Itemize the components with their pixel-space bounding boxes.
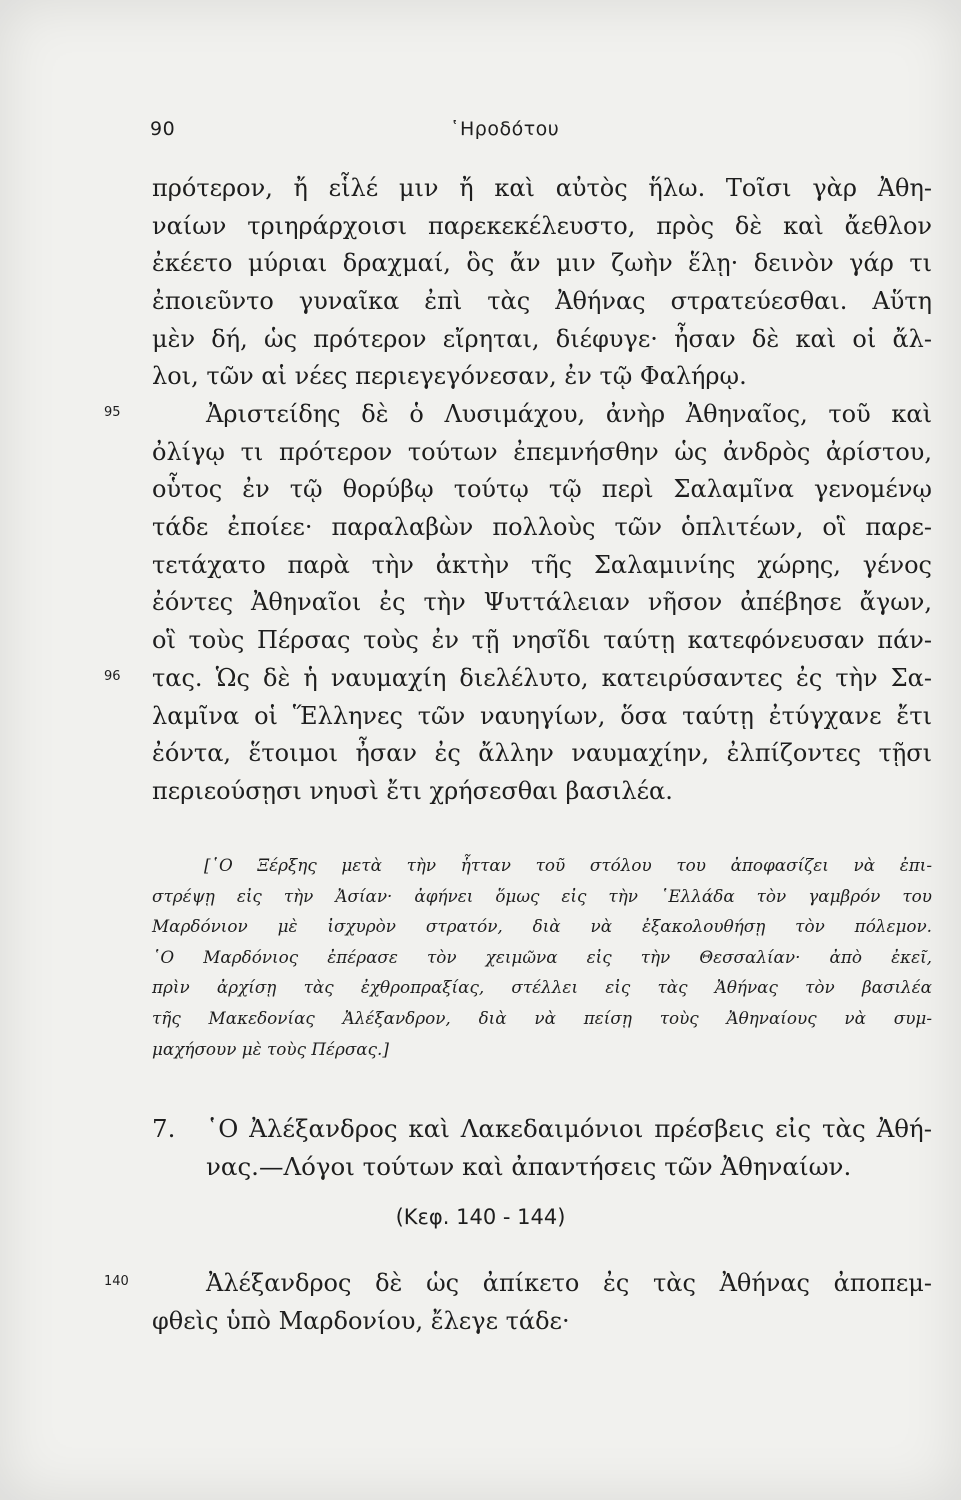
heading-text: ῾Ο Ἀλέξανδρος καὶ Λακεδαιμόνιοι πρέσβεις εἰς τὰς Ἀθή- bbox=[206, 1114, 932, 1143]
section-heading bbox=[152, 1110, 932, 1186]
text-line-content: τας. Ὡς δὲ ἡ ναυμαχίη διελέλυτο, κατειρύσαντες ἐς τὴν Σα- bbox=[152, 663, 932, 692]
note-line: Μαρδόνιον μὲ ἰσχυρὸν στρατόν, διὰ νὰ ἐξακολουθήσῃ τὸν πόλεμον. bbox=[152, 916, 932, 937]
chapter-reference: (Κεφ. 140 - 144) bbox=[395, 1205, 566, 1229]
margin-line-number: 96 bbox=[104, 668, 121, 684]
note-line: πρὶν ἀρχίσῃ τὰς ἐχθροπραξίας, στέλλει εἰς τὰς Ἀθήνας τὸν βασιλέα bbox=[152, 977, 932, 998]
heading-line bbox=[152, 1110, 932, 1148]
note-line: ῾Ο Μαρδόνιος ἐπέρασε τὸν χειμῶνα εἰς τὴν Θεσσαλίαν· ἀπὸ ἐκεῖ, bbox=[152, 946, 932, 967]
text-line: τάδε ἐποίεε· παραλαβὼν πολλοὺς τῶν ὁπλιτέων, οἳ παρε- bbox=[152, 513, 932, 542]
text-line: ἐκέετο μύριαι δραχμαί, ὃς ἄν μιν ζωὴν ἕλῃ· δεινὸν γάρ τι bbox=[152, 249, 932, 278]
text-line bbox=[104, 396, 932, 434]
note-line: [῾Ο Ξέρξης μετὰ τὴν ἧτταν τοῦ στόλου του ἀποφασίζει νὰ ἐπι- bbox=[204, 855, 932, 875]
note-line: μαχήσουν μὲ τοὺς Πέρσας.] bbox=[152, 1038, 389, 1059]
heading-line: νας.—Λόγοι τούτων καὶ ἀπαντήσεις τῶν Ἀθηναίων. bbox=[206, 1152, 852, 1181]
text-line: ἐόντα, ἕτοιμοι ἦσαν ἐς ἄλλην ναυμαχίην, ἐλπίζοντες τῇσι bbox=[152, 739, 932, 768]
text-line: περιεούσῃσι νηυσὶ ἔτι χρήσεσθαι βασιλέα. bbox=[152, 776, 673, 805]
text-line-content: Ἀριστείδης δὲ ὁ Λυσιμάχου, ἀνὴρ Ἀθηναῖος, τοῦ καὶ bbox=[206, 400, 932, 428]
editorial-note bbox=[152, 850, 932, 1064]
text-line: ὀλίγῳ τι πρότερον τούτων ἐπεμνήσθην ὡς ἀνδρὸς ἀρίστου, bbox=[152, 437, 932, 466]
paragraph-3 bbox=[104, 1265, 932, 1340]
running-head: ῾Ηροδότου bbox=[450, 118, 560, 140]
text-line: λαμῖνα οἱ Ἕλληνες τῶν ναυηγίων, ὅσα ταύτῃ ἐτύγχανε ἔτι bbox=[152, 701, 932, 730]
text-line: φθεὶς ὑπὸ Μαρδονίου, ἔλεγε τάδε· bbox=[152, 1306, 570, 1335]
text-line: ναίων τριηράρχοισι παρεκεκέλευστο, πρὸς δὲ καὶ ἄεθλον bbox=[152, 211, 932, 240]
text-line: οἳ τοὺς Πέρσας τοὺς ἐν τῇ νησῖδι ταύτῃ κατεφόνευσαν πάν- bbox=[152, 626, 932, 655]
text-line: ἐποιεῦντο γυναῖκα ἐπὶ τὰς Ἀθήνας στρατεύεσθαι. Αὕτη bbox=[152, 287, 932, 316]
section-number: 7. bbox=[152, 1114, 176, 1143]
page-number: 90 bbox=[150, 118, 176, 140]
text-line: ἐόντες Ἀθηναῖοι ἐς τὴν Ψυττάλειαν νῆσον ἀπέβησε ἄγων, bbox=[152, 588, 932, 617]
margin-line-number: 95 bbox=[104, 405, 121, 420]
note-line: στρέψῃ εἰς τὴν Ἀσίαν· ἀφήνει ὅμως εἰς τὴν ῾Ελλάδα τὸν γαμβρόν του bbox=[152, 885, 932, 906]
paragraph-1 bbox=[152, 170, 932, 396]
text-line bbox=[104, 1265, 932, 1303]
page-header bbox=[0, 118, 961, 148]
text-line: μὲν δή, ὡς πρότερον εἴρηται, διέφυγε· ἦσαν δὲ καὶ οἱ ἄλ- bbox=[152, 324, 932, 353]
paragraph-2 bbox=[104, 396, 932, 811]
note-line: τῆς Μακεδονίας Ἀλέξανδρον, διὰ νὰ πείσῃ τοὺς Ἀθηναίους νὰ συμ- bbox=[152, 1007, 932, 1028]
text-line: λοι, τῶν αἱ νέες περιεγεγόνεσαν, ἐν τῷ Φαλήρῳ. bbox=[152, 362, 747, 391]
text-line-content: Ἀλέξανδρος δὲ ὡς ἀπίκετο ἐς τὰς Ἀθήνας ἀποπεμ- bbox=[206, 1269, 932, 1297]
text-line: τετάχατο παρὰ τὴν ἀκτὴν τῆς Σαλαμινίης χώρης, γένος bbox=[152, 550, 932, 579]
text-line: οὗτος ἐν τῷ θορύβῳ τούτῳ τῷ περὶ Σαλαμῖνα γενομένῳ bbox=[152, 475, 932, 504]
margin-line-number: 140 bbox=[104, 1274, 129, 1289]
text-line: πρότερον, ἤ εἷλέ μιν ἤ καὶ αὐτὸς ἥλω. Τοῖσι γὰρ Ἀθη- bbox=[152, 174, 932, 202]
text-line bbox=[104, 660, 932, 698]
